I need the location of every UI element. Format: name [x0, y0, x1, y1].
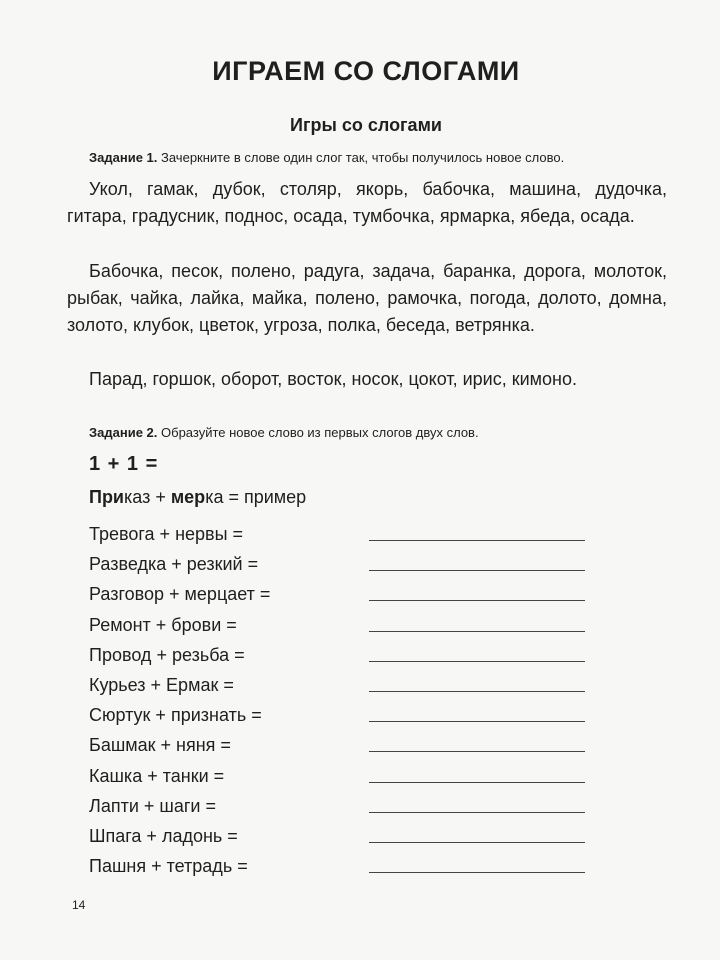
exercise-row-words: Курьез + Ермак =: [89, 674, 234, 695]
answer-blank-line[interactable]: [369, 812, 585, 813]
answer-blank-line[interactable]: [369, 842, 585, 843]
task-1-text: Зачеркните в слове один слог так, чтобы получилось новое слово.: [161, 150, 565, 165]
exercise-row-words: Разговор + мерцает =: [89, 584, 271, 605]
example-result: = пример: [223, 487, 307, 507]
exercise-rows: [89, 524, 599, 886]
task-1-instruction: [89, 150, 564, 165]
exercise-row: [89, 826, 599, 856]
answer-blank-line[interactable]: [369, 661, 585, 662]
answer-blank-line[interactable]: [369, 600, 585, 601]
exercise-row: [89, 856, 599, 886]
answer-blank-line[interactable]: [369, 540, 585, 541]
answer-blank-line[interactable]: [369, 721, 585, 722]
exercise-row-words: Лапти + шаги =: [89, 795, 216, 816]
answer-blank-line[interactable]: [369, 631, 585, 632]
exercise-row: [89, 735, 599, 765]
example-word-1-rest: каз: [124, 487, 151, 507]
example-word-2-rest: ка: [205, 487, 224, 507]
exercise-row: [89, 705, 599, 735]
exercise-row: [89, 584, 599, 614]
exercise-row-words: Провод + резьба =: [89, 644, 245, 665]
exercise-row-words: Сюртук + признать =: [89, 705, 262, 726]
answer-blank-line[interactable]: [369, 751, 585, 752]
example-syllable-2: мер: [170, 487, 206, 507]
answer-blank-line[interactable]: [369, 691, 585, 692]
exercise-row: [89, 615, 599, 645]
page-number: 14: [72, 898, 86, 912]
exercise-row: [89, 766, 599, 796]
exercise-row-words: Башмак + няня =: [89, 735, 231, 756]
exercise-row: [89, 554, 599, 584]
example-syllable-1: При: [89, 487, 124, 507]
task-1-paragraph-3: Парад, горшок, оборот, восток, носок, цокот, ирис, кимоно.: [89, 369, 577, 389]
page-title: ИГРАЕМ СО СЛОГАМИ: [212, 56, 520, 86]
worked-example: [89, 487, 306, 508]
answer-blank-line[interactable]: [369, 782, 585, 783]
exercise-row-words: Тревога + нервы =: [89, 524, 244, 544]
exercise-row-words: Ремонт + брови =: [89, 614, 237, 635]
exercise-row: [89, 796, 599, 826]
task-1-label: Задание 1.: [89, 150, 158, 165]
task-1-paragraph-1: Укол, гамак, дубок, столяр, якорь, бабочка, машина, дудочка, гитара, градусник, поднос, осада, тумбочка, ярмарка, ябеда, осада.: [67, 179, 667, 226]
exercise-row: [89, 645, 599, 675]
section-subtitle: Игры со слогами: [290, 115, 442, 135]
exercise-row-words: Разведка + резкий =: [89, 554, 259, 575]
exercise-row: [89, 524, 599, 554]
exercise-row: [89, 675, 599, 705]
syllable-formula: 1 + 1 =: [89, 453, 159, 475]
answer-blank-line[interactable]: [369, 570, 585, 571]
task-2-text: Образуйте новое слово из первых слогов двух слов.: [161, 425, 479, 440]
task-1-paragraph-2: Бабочка, песок, полено, радуга, задача, баранка, дорога, молоток, рыбак, чайка, лайка, майка, полено, рамочка, погода, долото, домна, золото, клубок, цветок, угроза, полка, беседа, ветрянка.: [67, 261, 667, 335]
exercise-row-words: Кашка + танки =: [89, 765, 225, 786]
exercise-row-words: Шпага + ладонь =: [89, 825, 238, 846]
answer-blank-line[interactable]: [369, 872, 585, 873]
task-2-instruction: [89, 425, 479, 440]
example-plus: +: [150, 487, 171, 507]
exercise-row-words: Пашня + тетрадь =: [89, 856, 248, 877]
task-2-label: Задание 2.: [89, 425, 158, 440]
